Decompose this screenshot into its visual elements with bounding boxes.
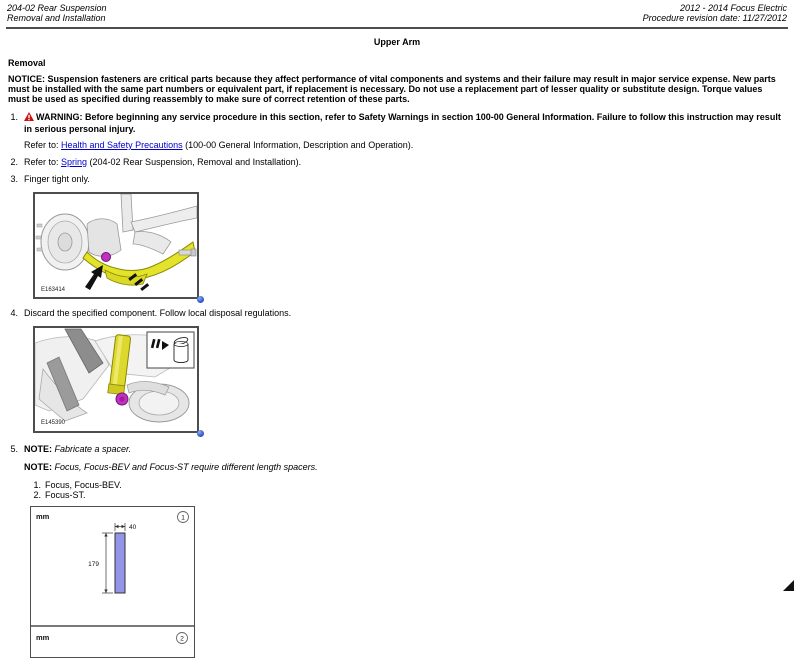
header-divider xyxy=(6,27,788,29)
step-1-body xyxy=(24,112,786,151)
figure-1-label: E163414 xyxy=(41,287,66,293)
warning-triangle-icon xyxy=(24,112,34,124)
unit-label-top: mm xyxy=(36,512,50,521)
step-5-body xyxy=(24,444,786,500)
header-section: 204-02 Rear Suspension xyxy=(7,3,107,13)
note-label: NOTE: xyxy=(24,444,52,454)
variant-sublist xyxy=(32,480,786,500)
subitem-text: Focus, Focus-BEV. xyxy=(45,480,122,490)
refer-prefix: Refer to: xyxy=(24,140,62,150)
refer-suffix: (100-00 General Information, Description and Operation). xyxy=(182,140,414,150)
step-5 xyxy=(8,444,786,500)
note-row-1 xyxy=(24,444,786,455)
page-title: Upper Arm xyxy=(373,37,421,47)
spacer-bar xyxy=(115,533,125,593)
figure-upper-arm-fasteners xyxy=(33,192,199,299)
height-dimension xyxy=(102,533,113,593)
step-2-body xyxy=(24,157,786,168)
note-text: Focus, Focus-BEV and Focus-ST require different length spacers. xyxy=(54,462,318,472)
spacer-dimension-diagram xyxy=(31,507,194,657)
note-label: NOTE: xyxy=(24,462,52,472)
refer-row-1 xyxy=(24,140,786,151)
list-item xyxy=(32,480,786,490)
notice-paragraph: NOTICE: Suspension fasteners are critical parts because they affect performance of vital components and systems and their failure may result in major service expense. New parts must be installed with the same part numbers or equivalent part, if replacement is necessary. Do not use a replacement part of lesser quality or substitute design. Torque values must be used as specified during reassembly to make sure of correct retention of these parts. xyxy=(8,74,776,104)
step-5-number: 5. xyxy=(10,444,18,454)
subitem-number: 1. xyxy=(33,480,41,490)
note-text: Fabricate a spacer. xyxy=(54,444,132,454)
subitem-text: Focus-ST. xyxy=(45,490,86,500)
suspension-illustration-1 xyxy=(35,194,197,297)
step-1-number: 1. xyxy=(10,112,18,122)
list-item xyxy=(32,490,786,500)
header-revision-date: Procedure revision date: 11/27/2012 xyxy=(642,13,787,23)
step-1 xyxy=(8,112,786,151)
link-spring[interactable]: Spring xyxy=(61,157,88,167)
step-4-number: 4. xyxy=(10,308,18,318)
unit-label-bottom: mm xyxy=(36,633,50,642)
warning-text: WARNING: Before beginning any service procedure in this section, refer to Safety Warnings in section 100-00 General Information. Failure to follow this instruction may result in serious personal injury. xyxy=(24,112,781,134)
page-header xyxy=(0,0,794,23)
callout-2 xyxy=(177,633,188,644)
step-3-number: 3. xyxy=(10,174,18,184)
header-subsection: Removal and Installation xyxy=(7,13,106,23)
svg-text:1: 1 xyxy=(181,514,185,522)
header-left xyxy=(7,3,107,23)
step-4 xyxy=(8,308,786,319)
enlarge-image-icon[interactable] xyxy=(197,430,204,437)
step-2-number: 2. xyxy=(10,157,18,167)
enlarge-image-icon[interactable] xyxy=(197,296,204,303)
width-dimension-value: 40 xyxy=(129,524,137,531)
height-dimension-value: 179 xyxy=(88,561,99,568)
figure-discard-component xyxy=(33,326,199,433)
refer-suffix: (204-02 Rear Suspension, Removal and Installation). xyxy=(87,157,302,167)
step-4-text: Discard the specified component. Follow local disposal regulations. xyxy=(24,308,292,318)
page-corner-mark xyxy=(783,580,794,591)
procedure-steps xyxy=(8,112,786,658)
step-3-text: Finger tight only. xyxy=(24,174,90,184)
step-2 xyxy=(8,157,786,168)
refer-prefix: Refer to: xyxy=(24,157,62,167)
header-vehicle: 2012 - 2014 Focus Electric xyxy=(679,3,787,13)
removal-heading: Removal xyxy=(8,58,46,68)
link-health-safety-precautions[interactable]: Health and Safety Precautions xyxy=(61,140,183,150)
figure-spacer-dimensions xyxy=(30,506,195,658)
step-3 xyxy=(8,174,786,185)
warning-row xyxy=(24,112,786,135)
suspension-illustration-2 xyxy=(35,328,197,431)
disposal-icon xyxy=(147,332,194,368)
header-right xyxy=(643,3,787,23)
subitem-number: 2. xyxy=(33,490,41,500)
figure-2-label: E145390 xyxy=(41,420,66,426)
svg-text:2: 2 xyxy=(180,635,184,643)
note-row-2 xyxy=(24,462,786,473)
callout-1 xyxy=(178,512,189,523)
